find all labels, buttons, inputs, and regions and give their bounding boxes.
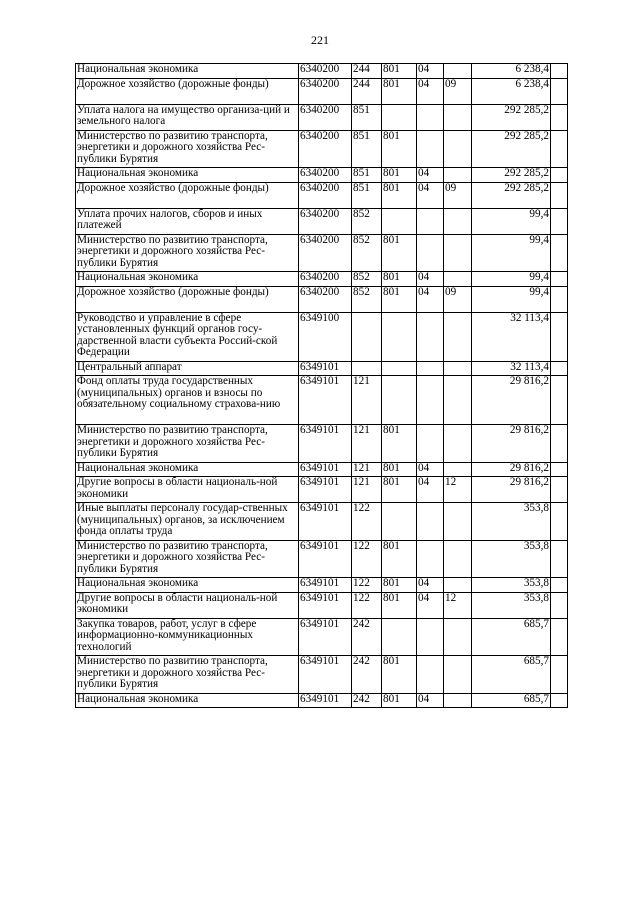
empty-extra-cell [551,104,568,130]
section-cell [417,130,444,168]
amount-cell: 99,4 [472,272,551,287]
amount-cell: 32 113,4 [472,361,551,376]
row-name-cell: Иные выплаты персоналу государ-ственных (муниципальных) органов, за исключением фонда оплаты труда [76,503,299,541]
amount-cell: 29 816,2 [472,376,551,425]
amount-cell: 292 285,2 [472,104,551,130]
ministry-code-cell [382,361,417,376]
subsection-cell: 12 [444,592,472,618]
empty-extra-cell [551,208,568,234]
ministry-code-cell: 801 [382,130,417,168]
amount-cell: 32 113,4 [472,312,551,361]
section-cell: 04 [417,477,444,503]
target-article-code-cell: 6349101 [299,462,352,477]
section-cell: 04 [417,286,444,312]
target-article-code-cell: 6349100 [299,312,352,361]
row-name-cell: Уплата налога на имущество организа-ций и земельного налога [76,104,299,130]
subsection-cell [444,312,472,361]
expense-type-cell [352,361,382,376]
row-name-cell: Национальная экономика [76,168,299,183]
empty-extra-cell [551,168,568,183]
empty-extra-cell [551,618,568,656]
table-row [76,78,568,104]
amount-cell: 292 285,2 [472,182,551,208]
empty-extra-cell [551,234,568,272]
subsection-cell [444,462,472,477]
subsection-cell [444,425,472,463]
ministry-code-cell: 801 [382,272,417,287]
row-name-cell: Министерство по развитию транспорта, энергетики и дорожного хозяйства Рес-публики Бурятия [76,130,299,168]
subsection-cell [444,234,472,272]
expense-type-cell: 121 [352,376,382,425]
section-cell: 04 [417,462,444,477]
row-name-cell: Закупка товаров, работ, услуг в сфере информационно-коммуникационных технологий [76,618,299,656]
subsection-cell: 12 [444,477,472,503]
subsection-cell [444,208,472,234]
empty-extra-cell [551,503,568,541]
table-row [76,286,568,312]
expense-type-cell: 122 [352,578,382,593]
subsection-cell [444,168,472,183]
ministry-code-cell: 801 [382,540,417,578]
amount-cell: 292 285,2 [472,168,551,183]
target-article-code-cell: 6340200 [299,272,352,287]
section-cell [417,540,444,578]
expense-type-cell [352,312,382,361]
table-row [76,578,568,593]
empty-extra-cell [551,312,568,361]
amount-cell: 29 816,2 [472,477,551,503]
amount-cell: 6 238,4 [472,78,551,104]
target-article-code-cell: 6340200 [299,208,352,234]
table-row [76,104,568,130]
amount-cell: 685,7 [472,618,551,656]
amount-cell: 685,7 [472,656,551,694]
target-article-code-cell: 6340200 [299,182,352,208]
target-article-code-cell: 6340200 [299,286,352,312]
expense-type-cell: 851 [352,130,382,168]
subsection-cell [444,130,472,168]
row-name-cell: Министерство по развитию транспорта, энергетики и дорожного хозяйства Рес-публики Бурятия [76,656,299,694]
target-article-code-cell: 6340200 [299,64,352,79]
subsection-cell [444,503,472,541]
section-cell: 04 [417,64,444,79]
section-cell: 04 [417,78,444,104]
section-cell: 04 [417,272,444,287]
table-row [76,540,568,578]
empty-extra-cell [551,477,568,503]
row-name-cell: Дорожное хозяйство (дорожные фонды) [76,78,299,104]
amount-cell: 353,8 [472,540,551,578]
ministry-code-cell: 801 [382,462,417,477]
subsection-cell [444,693,472,708]
row-name-cell: Руководство и управление в сфере установленных функций органов госу-дарственной власти субъекта Россий-ской Федерации [76,312,299,361]
expense-type-cell: 121 [352,425,382,463]
amount-cell: 29 816,2 [472,425,551,463]
ministry-code-cell [382,376,417,425]
table-row [76,182,568,208]
ministry-code-cell: 801 [382,182,417,208]
amount-cell: 99,4 [472,234,551,272]
subsection-cell [444,578,472,593]
expense-type-cell: 242 [352,656,382,694]
empty-extra-cell [551,425,568,463]
amount-cell: 6 238,4 [472,64,551,79]
subsection-cell [444,104,472,130]
target-article-code-cell: 6349101 [299,425,352,463]
amount-cell: 685,7 [472,693,551,708]
empty-extra-cell [551,130,568,168]
table-row [76,361,568,376]
target-article-code-cell: 6349101 [299,578,352,593]
empty-extra-cell [551,693,568,708]
target-article-code-cell: 6340200 [299,130,352,168]
row-name-cell: Дорожное хозяйство (дорожные фонды) [76,182,299,208]
section-cell [417,503,444,541]
amount-cell: 353,8 [472,503,551,541]
section-cell: 04 [417,693,444,708]
empty-extra-cell [551,540,568,578]
empty-extra-cell [551,656,568,694]
row-name-cell: Фонд оплаты труда государственных (муниципальных) органов и взносы по обязательному социальному страхова-нию [76,376,299,425]
row-name-cell: Министерство по развитию транспорта, энергетики и дорожного хозяйства Рес-публики Бурятия [76,234,299,272]
ministry-code-cell: 801 [382,234,417,272]
section-cell: 04 [417,182,444,208]
subsection-cell [444,361,472,376]
expense-type-cell: 852 [352,272,382,287]
target-article-code-cell: 6349101 [299,503,352,541]
expense-type-cell: 244 [352,78,382,104]
empty-extra-cell [551,286,568,312]
ministry-code-cell: 801 [382,477,417,503]
subsection-cell [444,272,472,287]
page-number: 221 [311,33,329,47]
section-cell [417,312,444,361]
budget-table-body [76,64,568,708]
expense-type-cell: 852 [352,286,382,312]
table-row [76,272,568,287]
row-name-cell: Национальная экономика [76,693,299,708]
expense-type-cell: 852 [352,208,382,234]
section-cell [417,656,444,694]
table-row [76,130,568,168]
target-article-code-cell: 6349101 [299,693,352,708]
amount-cell: 99,4 [472,286,551,312]
table-row [76,64,568,79]
section-cell [417,425,444,463]
table-row [76,208,568,234]
expense-type-cell: 122 [352,592,382,618]
ministry-code-cell: 801 [382,592,417,618]
empty-extra-cell [551,462,568,477]
section-cell: 04 [417,168,444,183]
target-article-code-cell: 6349101 [299,376,352,425]
subsection-cell: 09 [444,78,472,104]
target-article-code-cell: 6340200 [299,104,352,130]
ministry-code-cell: 801 [382,78,417,104]
subsection-cell [444,64,472,79]
target-article-code-cell: 6349101 [299,592,352,618]
ministry-code-cell: 801 [382,578,417,593]
expense-type-cell: 851 [352,168,382,183]
section-cell [417,104,444,130]
row-name-cell: Центральный аппарат [76,361,299,376]
empty-extra-cell [551,361,568,376]
empty-extra-cell [551,64,568,79]
table-row [76,168,568,183]
row-name-cell: Министерство по развитию транспорта, энергетики и дорожного хозяйства Рес-публики Бурятия [76,540,299,578]
ministry-code-cell: 801 [382,286,417,312]
subsection-cell: 09 [444,286,472,312]
section-cell [417,361,444,376]
empty-extra-cell [551,578,568,593]
subsection-cell [444,656,472,694]
row-name-cell: Национальная экономика [76,272,299,287]
table-row [76,618,568,656]
ministry-code-cell [382,104,417,130]
table-row [76,656,568,694]
row-name-cell: Национальная экономика [76,64,299,79]
row-name-cell: Другие вопросы в области националь-ной экономики [76,592,299,618]
amount-cell: 353,8 [472,592,551,618]
target-article-code-cell: 6340200 [299,234,352,272]
target-article-code-cell: 6340200 [299,168,352,183]
expense-type-cell: 242 [352,693,382,708]
empty-extra-cell [551,592,568,618]
ministry-code-cell [382,618,417,656]
budget-table [75,63,568,708]
ministry-code-cell [382,312,417,361]
section-cell: 04 [417,592,444,618]
table-row [76,234,568,272]
target-article-code-cell: 6349101 [299,540,352,578]
table-row [76,376,568,425]
amount-cell: 292 285,2 [472,130,551,168]
target-article-code-cell: 6349101 [299,656,352,694]
target-article-code-cell: 6340200 [299,78,352,104]
section-cell [417,376,444,425]
subsection-cell [444,540,472,578]
ministry-code-cell: 801 [382,64,417,79]
target-article-code-cell: 6349101 [299,618,352,656]
table-row [76,503,568,541]
ministry-code-cell: 801 [382,656,417,694]
target-article-code-cell: 6349101 [299,477,352,503]
expense-type-cell: 851 [352,104,382,130]
subsection-cell [444,376,472,425]
section-cell: 04 [417,578,444,593]
ministry-code-cell [382,208,417,234]
amount-cell: 29 816,2 [472,462,551,477]
ministry-code-cell: 801 [382,693,417,708]
table-row [76,477,568,503]
expense-type-cell: 122 [352,503,382,541]
expense-type-cell: 121 [352,477,382,503]
row-name-cell: Другие вопросы в области националь-ной экономики [76,477,299,503]
ministry-code-cell: 801 [382,168,417,183]
ministry-code-cell: 801 [382,425,417,463]
row-name-cell: Национальная экономика [76,462,299,477]
empty-extra-cell [551,376,568,425]
table-row [76,693,568,708]
table-row [76,592,568,618]
table-row [76,462,568,477]
empty-extra-cell [551,272,568,287]
empty-extra-cell [551,182,568,208]
empty-extra-cell [551,78,568,104]
expense-type-cell: 851 [352,182,382,208]
ministry-code-cell [382,503,417,541]
expense-type-cell: 852 [352,234,382,272]
subsection-cell [444,618,472,656]
row-name-cell: Дорожное хозяйство (дорожные фонды) [76,286,299,312]
subsection-cell: 09 [444,182,472,208]
amount-cell: 353,8 [472,578,551,593]
target-article-code-cell: 6349101 [299,361,352,376]
expense-type-cell: 244 [352,64,382,79]
expense-type-cell: 121 [352,462,382,477]
table-row [76,312,568,361]
expense-type-cell: 242 [352,618,382,656]
expense-type-cell: 122 [352,540,382,578]
amount-cell: 99,4 [472,208,551,234]
section-cell [417,208,444,234]
section-cell [417,618,444,656]
row-name-cell: Министерство по развитию транспорта, энергетики и дорожного хозяйства Рес-публики Бурятия [76,425,299,463]
section-cell [417,234,444,272]
row-name-cell: Национальная экономика [76,578,299,593]
row-name-cell: Уплата прочих налогов, сборов и иных платежей [76,208,299,234]
table-row [76,425,568,463]
